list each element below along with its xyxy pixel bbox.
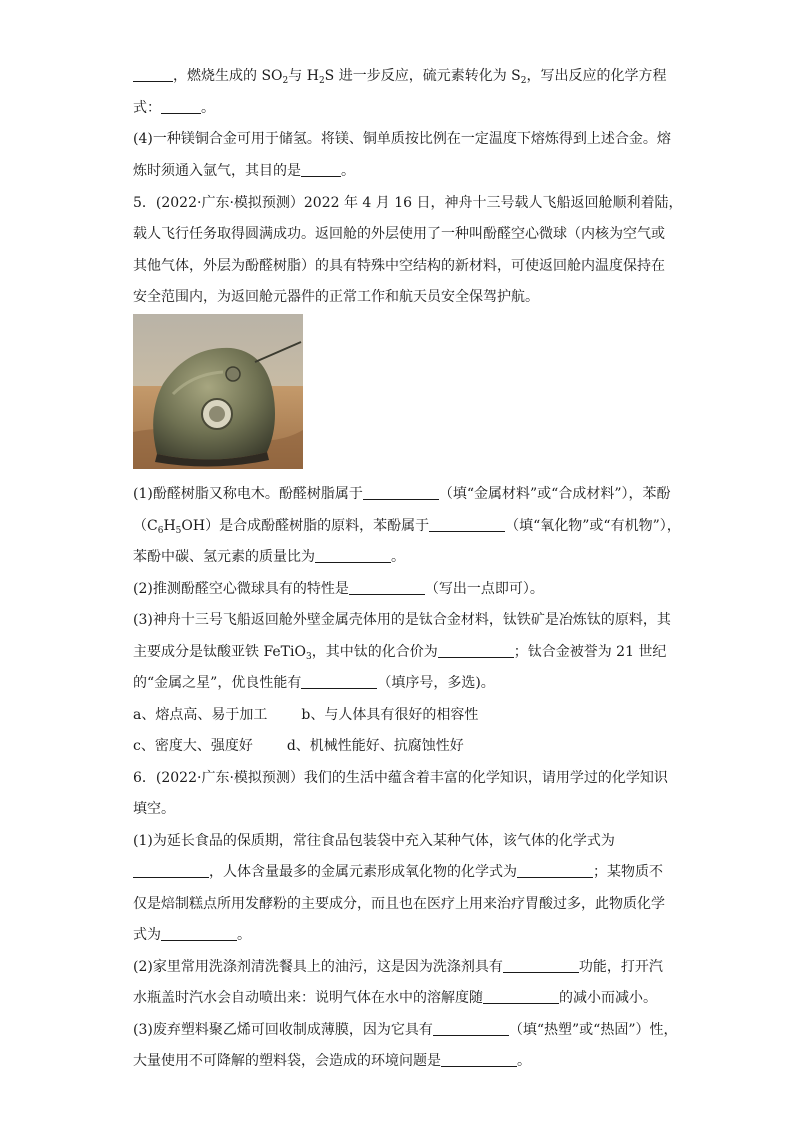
answer-blank [133,864,209,878]
text-line: 安全范围内，为返回舱元器件的正常工作和航天员安全保驾护航。 [133,289,539,305]
text-line: 式为 。 [133,927,251,943]
question-6-stem: 6．(2022·广东·模拟预测）我们的生活中蕴含着丰富的化学知识，请用学过的化学知识 [133,770,668,786]
question-5-stem: 5．(2022·广东·模拟预测）2022 年 4 月 16 日，神舟十三号载人飞船返回舱顺利着陆， [133,195,683,211]
answer-blank [483,990,559,1004]
text-line: (4)一种镁铜合金可用于储氢。将镁、铜单质按比例在一定温度下熔炼得到上述合金。熔 [133,131,671,147]
answer-blank [363,486,439,500]
option-a: a、熔点高、易于加工 [133,707,268,723]
text-line: ，燃烧生成的 $SO_2$与 $H_2S$ 进一步反应，硫元素转化为 $S_2$，写出反应的化学方程 [0,66,794,91]
text-line: 水瓶盖时汽水会自动喷出来：说明气体在水中的溶解度随 的减小而减小。 [133,990,657,1006]
option-row [0,736,794,756]
text-line: 大量使用不可降解的塑料袋，会造成的环境问题是 。 [133,1053,531,1069]
answer-blank [301,163,341,177]
answer-blank [133,68,173,82]
answer-blank [433,1022,509,1036]
text-line: 仅是焙制糕点所用发酵粉的主要成分，而且也在医疗上用来治疗胃酸过多，此物质化学 [133,896,665,912]
text-line: 苯酚中碳、氢元素的质量比为 。 [133,549,405,565]
text-line: 其他气体，外层为酚醛树脂）的具有特殊中空结构的新材料，可使返回舱内温度保持在 [133,258,665,274]
text-line: (3)神舟十三号飞船返回舱外壁金属壳体用的是钛合金材料，钛铁矿是冶炼钛的原料，其 [133,612,671,628]
option-c: c、密度大、强度好 [133,738,253,754]
answer-blank [503,959,579,973]
answer-blank [315,549,391,563]
text-line: 填空。 [133,801,175,817]
text-line: (1)酚醛树脂又称电木。酚醛树脂属于 （填“金属材料”或“合成材料”），苯酚 [133,486,671,502]
text-line: (1)为延长食品的保质期，常往食品包装袋中充入某种气体，该气体的化学式为 [133,833,615,849]
text-line: ，人体含量最多的金属元素形成氧化物的化学式为 ；某物质不 [0,862,794,882]
option-d: d、机械性能好、抗腐蚀性好 [286,738,464,754]
text-line: 式： 。 [133,100,215,116]
text-line: (2)推测酚醛空心微球具有的特性是 （写出一点即可）。 [133,581,544,597]
answer-blank [301,675,377,689]
answer-blank [438,644,514,658]
text-line: (2)家里常用洗涤剂清洗餐具上的油污，这是因为洗涤剂具有 功能，打开汽 [133,959,663,975]
answer-blank [161,927,237,941]
answer-blank [441,1053,517,1067]
option-b: b、与人体具有很好的相容性 [301,707,479,723]
option-row [0,705,794,725]
text-line: $(C_6H_5OH)$是合成酚醛树脂的原料，苯酚属于 （填“氧化物”或“有机物”）， [133,518,681,536]
text-line: 载人飞行任务取得圆满成功。返回舱的外层使用了一种叫酚醛空心微球（内核为空气或 [133,226,665,242]
answer-blank [349,581,425,595]
answer-blank [517,864,593,878]
text-line: 主要成分是钛酸亚铁 FeTiO$_3$，其中钛的化合价为 ；钛合金被誉为 21 世纪 [133,644,667,662]
text-line: 炼时须通入氩气，其目的是 。 [133,163,355,179]
return-capsule-photo [133,314,303,469]
text-line: (3)废弃塑料聚乙烯可回收制成薄膜，因为它具有 （填“热塑”或“热固”）性， [133,1022,678,1038]
answer-blank [161,100,201,114]
answer-blank [429,518,505,532]
text-line: 的“金属之星”，优良性能有 （填序号，多选)。 [133,675,495,691]
